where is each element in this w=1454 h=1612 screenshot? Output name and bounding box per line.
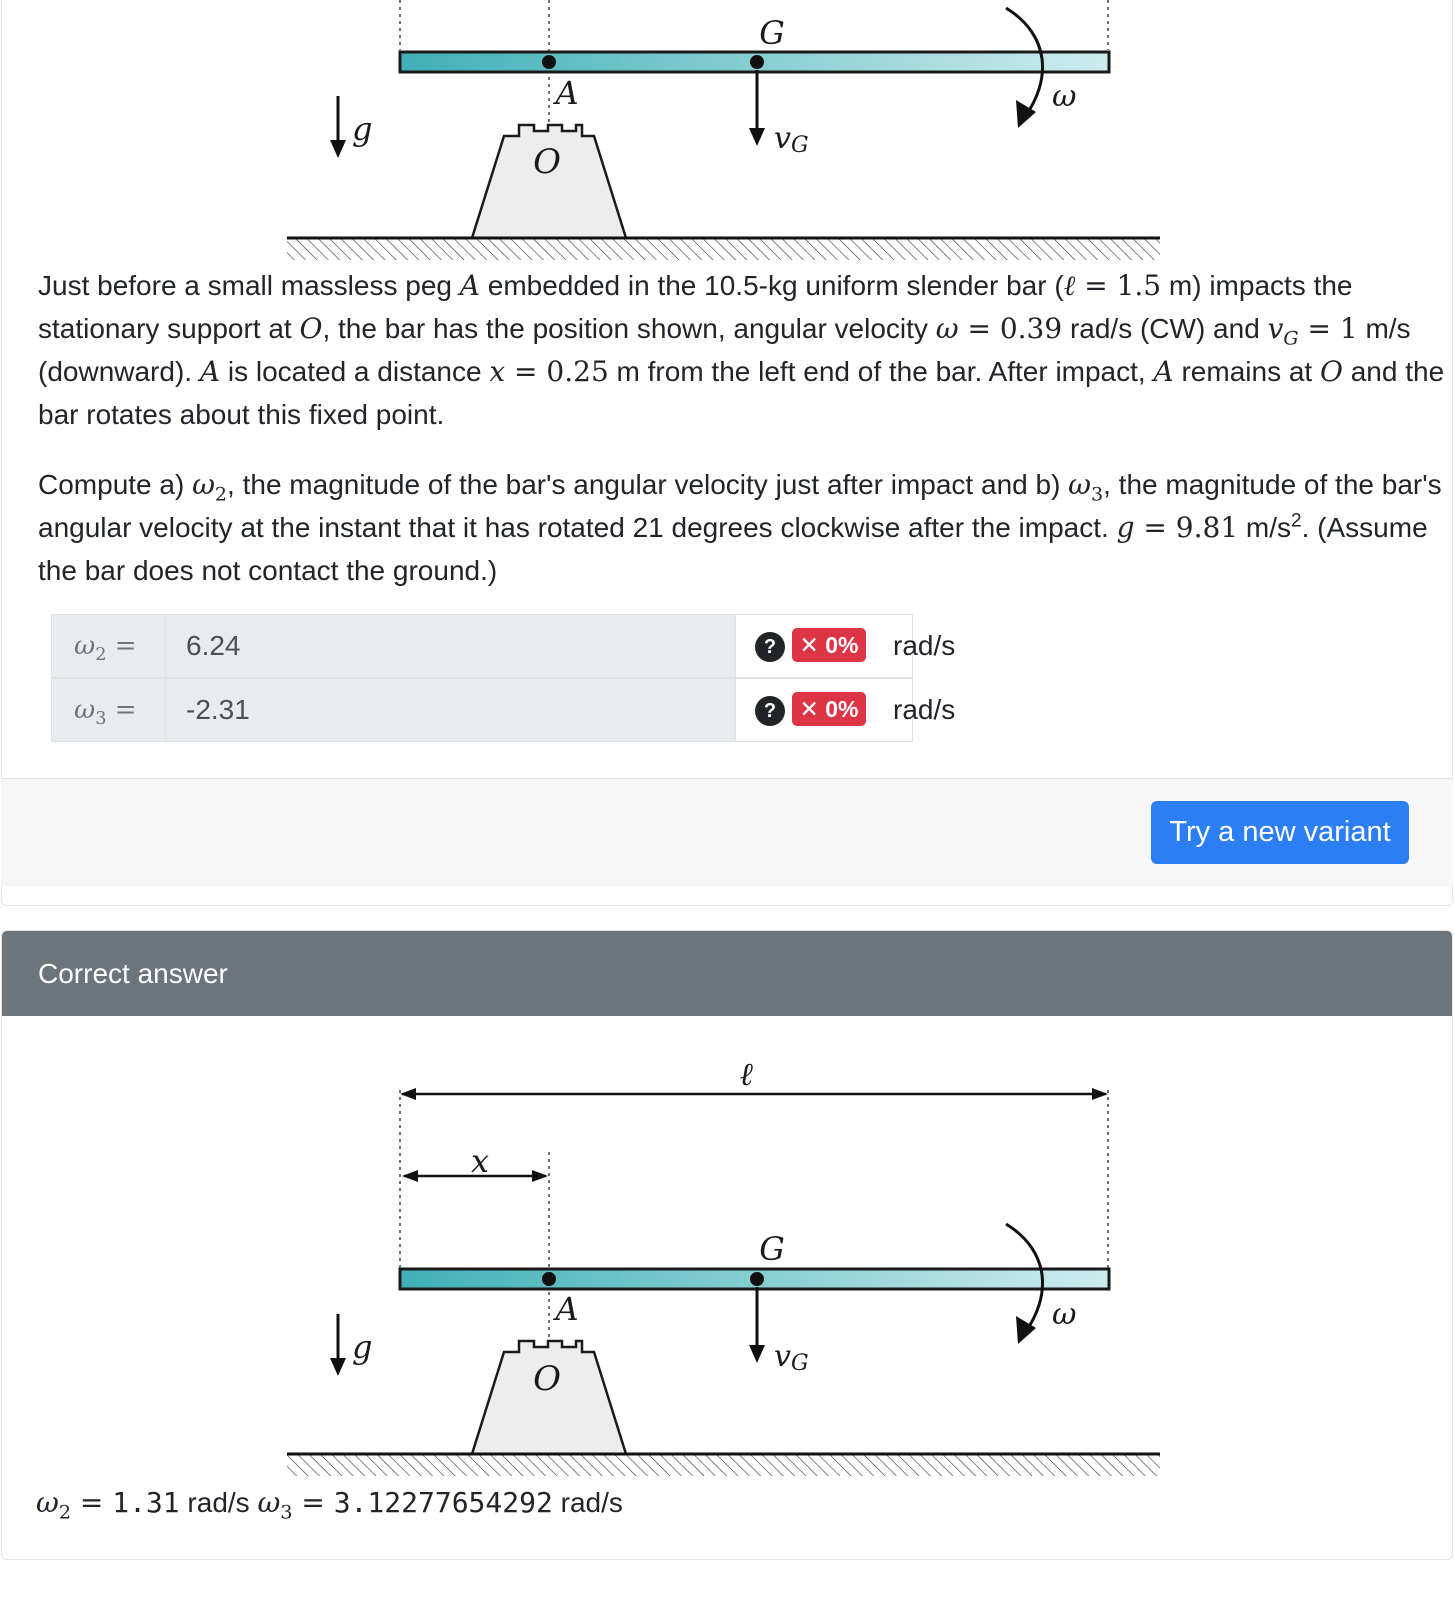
problem-paragraph-2: Compute a) $\omega_2$, the magnitude of the bar's angular velocity just after impact and b) $\omega_3$, the magnitude of the bar's angular velocity at the instant that it has rotated 21 degrees clockwise after the impact. g = 9.81 $m/s^2$. (Assume the bar does not contact the ground.) [38, 468, 1442, 586]
answer-row-w2 [51, 614, 956, 678]
label-omega: ω [1052, 1297, 1077, 1332]
answer-label-w2: $\omega_2$ = [52, 615, 166, 677]
x-arrowhead-left [402, 1170, 418, 1182]
help-icon[interactable]: ? [755, 696, 785, 726]
answer-input-w3[interactable]: -2.31 [166, 679, 736, 741]
problem-statement [38, 264, 1450, 592]
label-A: A [555, 1290, 579, 1328]
try-new-variant-button[interactable]: Try a new variant [1151, 801, 1409, 864]
answer-label-w3: $\omega_3$ = [52, 679, 166, 741]
label-x: x [470, 1142, 490, 1180]
gravity-arrowhead [330, 140, 346, 158]
score-badge-w3: ✕ 0% [792, 692, 866, 726]
help-icon[interactable]: ? [755, 632, 785, 662]
problem-paragraph-1: Just before a small massless peg A embedded in the 10.5-kg uniform slender bar (ℓ = 1.5 m) impacts the stationary support at O, the bar has the position shown, angular velocity ω = 0.39 rad/s (CW) and $v_G = 1$ m/s (downward). A is located a distance x = 0.25 m from the left end of the bar. After impact, A remains at O and the bar rotates about this fixed point. [38, 269, 1445, 430]
peg-A-dot [542, 55, 556, 69]
label-vG: vG [774, 121, 809, 158]
vG-arrowhead [749, 1345, 765, 1363]
problem-figure [0, 0, 1454, 260]
ell-arrowhead-left [400, 1088, 416, 1100]
center-G-dot [750, 55, 764, 69]
label-O: O [533, 1359, 561, 1399]
unit-w2: rad/s [893, 630, 956, 661]
label-O: O [533, 142, 561, 182]
label-g: g [352, 110, 373, 148]
ell-arrowhead-right [1092, 1088, 1108, 1100]
correct-answer-header: Correct answer [2, 931, 1452, 1016]
score-badge-w2: ✕ 0% [792, 628, 866, 662]
label-ell: ℓ [739, 1055, 753, 1093]
correct-answer-values: $\omega_2 = 1.31$ rad/s $\omega_3 = 3.12277654292$ rad/s [36, 1486, 623, 1524]
center-G-dot [750, 1272, 764, 1286]
label-A: A [555, 74, 579, 112]
gravity-arrowhead [330, 1358, 346, 1376]
unit-w3: rad/s [893, 694, 956, 725]
ground-hatch [287, 1454, 1160, 1476]
label-vG: vG [774, 1339, 809, 1376]
ground-hatch [287, 238, 1160, 260]
answer-row-w3 [51, 678, 956, 742]
label-G: G [759, 14, 785, 52]
label-G: G [759, 1230, 785, 1268]
x-arrowhead-right [532, 1170, 548, 1182]
peg-A-dot [542, 1272, 556, 1286]
answer-input-w2[interactable]: 6.24 [166, 615, 736, 677]
answer-figure [0, 1010, 1454, 1480]
label-omega: ω [1052, 79, 1077, 114]
label-g: g [352, 1328, 373, 1366]
vG-arrowhead [749, 128, 765, 146]
